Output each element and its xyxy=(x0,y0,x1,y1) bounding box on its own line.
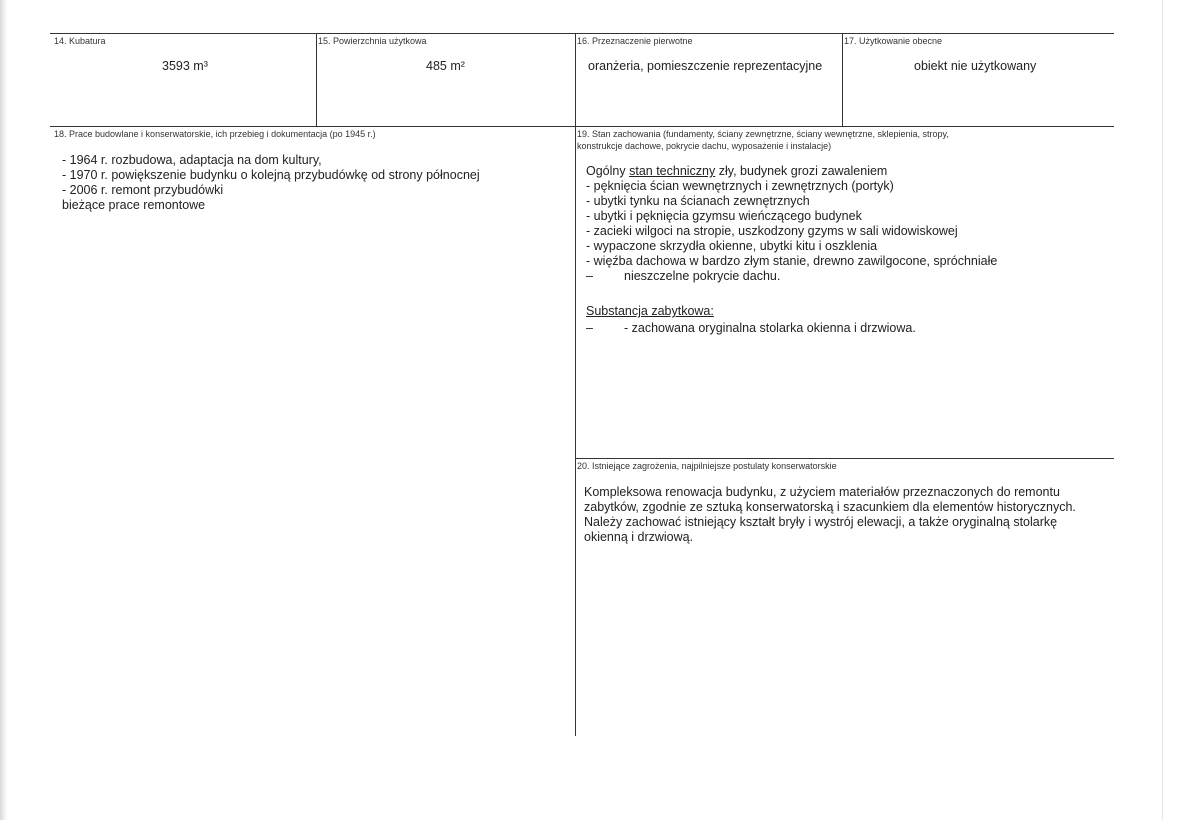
field-19-label-line2: konstrukcje dachowe, pokrycie dachu, wyposażenie i instalacje) xyxy=(577,141,832,151)
paragraph-line: Kompleksowa renowacja budynku, z użyciem materiałów przeznaczonych do remontu xyxy=(584,485,1060,499)
field-15-label: 15. Powierzchnia użytkowa xyxy=(318,36,427,46)
list-item: - więźba dachowa w bardzo złym stanie, drewno zawilgocone, spróchniałe xyxy=(586,254,998,268)
paragraph-line: okienną i drzwiową. xyxy=(584,530,694,544)
list-item: - zacieki wilgoci na stropie, uszkodzony gzyms w sali widowiskowej xyxy=(586,224,958,238)
general-condition-suffix: zły, budynek grozi zawaleniem xyxy=(715,164,888,178)
general-condition-prefix: Ogólny xyxy=(586,164,630,178)
field-15-value: 485 m² xyxy=(426,59,465,73)
list-item: - ubytki i pęknięcia gzymsu wieńczącego budynek xyxy=(586,209,862,223)
grid-row-line xyxy=(50,126,1114,127)
list-dash: – xyxy=(586,321,593,335)
list-item-text: nieszczelne pokrycie dachu. xyxy=(624,269,781,283)
scan-edge-shadow xyxy=(0,0,8,820)
list-dash: – xyxy=(586,269,593,283)
list-item: bieżące prace remontowe xyxy=(62,198,206,212)
grid-col-line-1 xyxy=(316,33,317,127)
list-item: - 2006 r. remont przybudówki xyxy=(62,183,224,197)
field-17-label: 17. Użytkowanie obecne xyxy=(844,36,943,46)
list-item: - 1970 r. powiększenie budynku o kolejną przybudówkę od strony północnej xyxy=(62,168,480,182)
field-20-paragraph xyxy=(584,485,1124,545)
scan-right-edge xyxy=(1162,0,1163,820)
paragraph-line: zabytków, zgodnie ze sztuką konserwatorską i szacunkiem dla elementów historycznych. xyxy=(584,500,1076,514)
field-16-value: oranżeria, pomieszczenie reprezentacyjne xyxy=(588,59,823,73)
substance-heading: Substancja zabytkowa: xyxy=(586,304,714,318)
list-item: - ubytki tynku na ścianach zewnętrznych xyxy=(586,194,810,208)
grid-col-line-2 xyxy=(575,33,576,736)
grid-section20-line xyxy=(575,458,1114,459)
list-item: - wypaczone skrzydła okienne, ubytki kitu i oszklenia xyxy=(586,239,878,253)
field-18-list xyxy=(62,153,480,213)
field-17-value: obiekt nie użytkowany xyxy=(914,59,1037,73)
list-item: - 1964 r. rozbudowa, adaptacja na dom kultury, xyxy=(62,153,322,167)
field-20-label: 20. Istniejące zagrożenia, najpilniejsze postulaty konserwatorskie xyxy=(577,461,837,471)
list-item xyxy=(586,269,997,284)
general-condition xyxy=(586,164,997,179)
field-14-label: 14. Kubatura xyxy=(54,36,106,46)
grid-col-line-3 xyxy=(842,33,843,127)
field-14-value: 3593 m³ xyxy=(162,59,208,73)
paragraph-line: Należy zachować istniejący kształt bryły i wystrój elewacji, a także oryginalną stolarkę xyxy=(584,515,1058,529)
field-19-list xyxy=(586,164,997,284)
general-condition-underlined: stan techniczny xyxy=(629,164,716,178)
field-19-label-line1: 19. Stan zachowania (fundamenty, ściany zewnętrzne, ściany wewnętrzne, sklepienia, stropy, xyxy=(577,129,949,139)
list-item xyxy=(586,321,916,336)
field-18-label: 18. Prace budowlane i konserwatorskie, ich przebieg i dokumentacja (po 1945 r.) xyxy=(54,129,376,139)
substance-section xyxy=(586,304,916,336)
list-item: - pęknięcia ścian wewnętrznych i zewnętrznych (portyk) xyxy=(586,179,894,193)
field-16-label: 16. Przeznaczenie pierwotne xyxy=(577,36,693,46)
grid-top-line xyxy=(50,33,1114,34)
list-item-text: - zachowana oryginalna stolarka okienna i drzwiowa. xyxy=(624,321,916,335)
